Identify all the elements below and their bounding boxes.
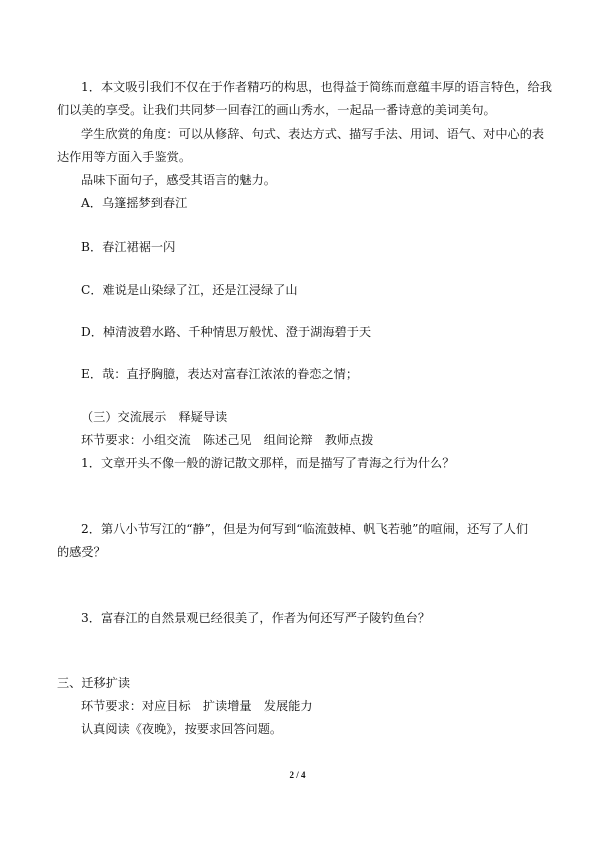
page-number: 2 / 4 <box>289 770 306 780</box>
question-1-line-1: 1．本文吸引我们不仅在于作者精巧的构思，也得益于简练而意蕴丰厚的语言特色，给我 <box>81 80 552 94</box>
section-requirement-1: 环节要求：小组交流 陈述己见 组间论辩 教师点拨 <box>81 433 374 447</box>
option-d: D．棹清波碧水路、千种情思万般忧、澄于湖海碧于天 <box>81 325 372 339</box>
section-requirement-2: 环节要求：对应目标 扩读增量 发展能力 <box>81 699 313 713</box>
question-1-line-2: 们以美的享受。让我们共同梦一回春江的画山秀水，一起品一番诗意的美词美句。 <box>57 103 496 117</box>
reading-instruction: 认真阅读《夜晚》，按要求回答问题。 <box>81 722 283 736</box>
option-b: B．春江裙裾一闪 <box>81 240 176 254</box>
option-a: A．乌篷摇梦到春江 <box>81 196 188 210</box>
option-e: E．哉：直抒胸臆，表达对富春江浓浓的眷恋之情； <box>81 367 359 381</box>
option-c: C．难说是山染绿了江，还是江浸绿了山 <box>81 283 298 297</box>
appreciation-angle-line-1: 学生欣赏的角度：可以从修辞、句式、表达方式、描写手法、用词、语气、对中心的表 <box>81 127 545 141</box>
discussion-question-2-line-2: 的感受？ <box>57 545 106 559</box>
appreciation-angle-line-2: 达作用等方面入手鉴赏。 <box>57 150 192 164</box>
instruction-text: 品味下面句子，感受其语言的魅力。 <box>81 173 276 187</box>
section-heading-exchange: （三）交流展示 释疑导读 <box>81 410 228 424</box>
section-heading-transfer: 三、迁移扩读 <box>57 676 131 690</box>
discussion-question-2-line-1: 2．第八小节写江的“静”，但是为何写到“临流鼓棹、帆飞若驰”的喧闹，还写了人们 <box>81 522 529 536</box>
discussion-question-3: 3．富春江的自然景观已经很美了，作者为何还写严子陵钓鱼台？ <box>81 611 431 625</box>
discussion-question-1: 1．文章开头不像一般的游记散文那样，而是描写了青海之行为什么？ <box>81 456 455 470</box>
